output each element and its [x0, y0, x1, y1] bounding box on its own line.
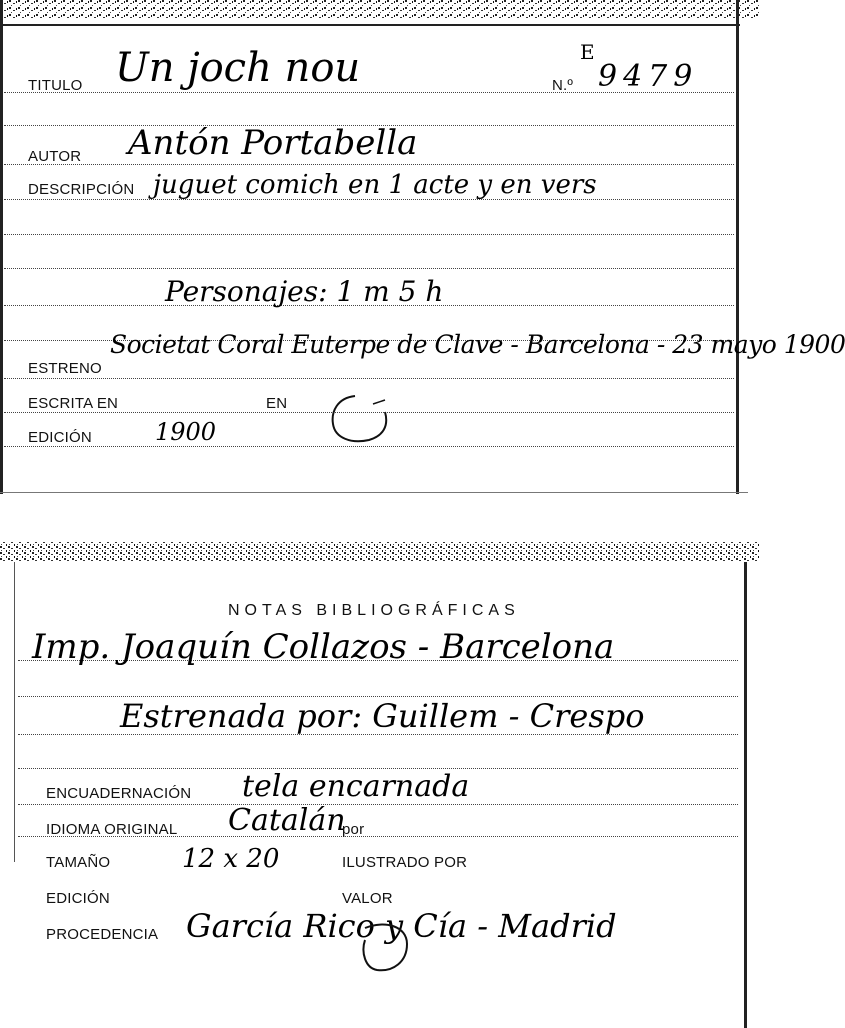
valor-label: VALOR — [342, 890, 393, 907]
numero-label: N.º — [552, 77, 574, 94]
nota-line-2: Estrenada por: Guillem - Crespo — [120, 697, 645, 735]
titulo-label: TITULO — [28, 77, 83, 94]
tamano-label: TAMAÑO — [46, 854, 111, 871]
personajes-value: Personajes: 1 m 5 h — [165, 275, 444, 308]
catalog-card-back — [0, 540, 759, 1028]
numero-prefix: E — [580, 40, 595, 64]
catalog-card-front — [0, 0, 845, 494]
idioma-value: Catalán — [228, 803, 346, 838]
descripcion-value: juguet comich en 1 acte y en vers — [153, 170, 597, 200]
encuadernacion-label: ENCUADERNACIÓN — [46, 785, 192, 802]
titulo-value: Un joch nou — [115, 45, 361, 91]
edicion-back-label: EDICIÓN — [46, 890, 110, 907]
ink-blot-stamp — [325, 390, 395, 448]
scan-noise-top-border — [0, 0, 759, 26]
por-label: por — [342, 821, 365, 838]
estreno-label: ESTRENO — [28, 360, 102, 377]
estreno-value: Societat Coral Euterpe de Clave - Barcelona - 23 mayo 1900 — [110, 330, 845, 359]
ink-blot-stamp — [355, 918, 415, 978]
procedencia-label: PROCEDENCIA — [46, 926, 159, 943]
notas-heading: NOTAS BIBLIOGRÁFICAS — [228, 602, 520, 619]
encuadernacion-value: tela encarnada — [242, 769, 470, 804]
tamano-value: 12 x 20 — [182, 844, 280, 874]
descripcion-label: DESCRIPCIÓN — [28, 181, 135, 198]
procedencia-value: García Rico y Cía - Madrid — [186, 907, 617, 945]
escrita-en-label: ESCRITA EN — [28, 395, 119, 412]
en-label: EN — [266, 395, 288, 412]
edicion-value: 1900 — [155, 418, 217, 446]
autor-value: Antón Portabella — [128, 123, 418, 163]
nota-line-1: Imp. Joaquín Collazos - Barcelona — [32, 627, 615, 667]
edicion-label: EDICIÓN — [28, 429, 92, 446]
ilustrado-label: ILUSTRADO POR — [342, 854, 468, 871]
scan-noise-top-border — [0, 540, 759, 566]
idioma-label: IDIOMA ORIGINAL — [46, 821, 178, 838]
numero-value: 9479 — [598, 59, 699, 94]
autor-label: AUTOR — [28, 148, 82, 165]
